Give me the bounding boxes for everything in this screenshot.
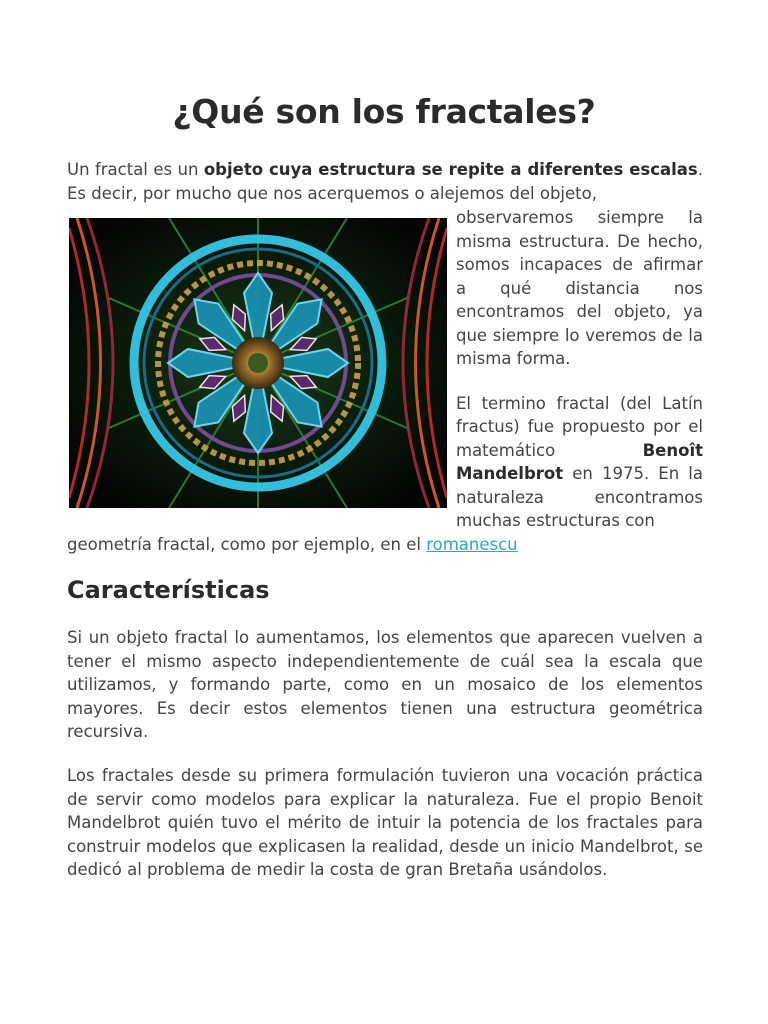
intro-text-start: Un fractal es un [67,160,204,179]
page-title: ¿Qué son los fractales? [172,92,596,131]
history-text-start: El termino fractal (del Latín fractus) fue propuesto por el matemático [456,393,703,460]
characteristics-paragraph: Si un objeto fractal lo aumentamos, los elementos que aparecen vuelven a tener el mismo aspecto independientemente de cuál sea la escala que utilizamos, y formando parte, como en un mosaico de los elementos mayores. Es decir estos elementos tienen una estructura geométrica recursiva. [67,628,703,741]
intro-text-end-a: . Es decir, por mucho que nos acerquemos o alejemos del objeto, [67,160,703,203]
intro-paragraph-top [67,158,703,205]
intro-paragraph-side: observaremos siempre la misma estructura. De hecho, somos incapaces de afirmar a qué distancia nos encontramos del objeto, ya que siempre lo veremos de la misma forma. [456,208,703,368]
section-title-caracteristicas: Características [67,576,270,604]
intro-bold-phrase: objeto cuya estructura se repite a diferentes escalas [203,160,698,179]
history-text-tail: geometría fractal, como por ejemplo, en el [67,535,427,554]
mandelbrot-name: Benoît Mandelbrot [456,440,703,483]
romanescu-link[interactable]: romanescu [426,535,518,554]
history-text-side: en 1975. En la naturaleza encontramos muchas estructuras con [456,464,703,530]
history-paragraph-tail [67,533,707,557]
history-paragraph [456,392,703,533]
fractal-image [69,218,447,508]
history-practical-paragraph: Los fractales desde su primera formulación tuvieron una vocación práctica de servir como modelos para explicar la naturaleza. Fue el propio Benoit Mandelbrot quién tuvo el mérito de intuir la potencia de los fractales para construir modelos que explicasen la realidad, desde un inicio Mandelbrot, se dedicó al problema de medir la costa de gran Bretaña usándolos. [67,766,703,879]
fractal-kaleidoscope-graphic [69,218,447,508]
side-text-column [456,206,703,533]
